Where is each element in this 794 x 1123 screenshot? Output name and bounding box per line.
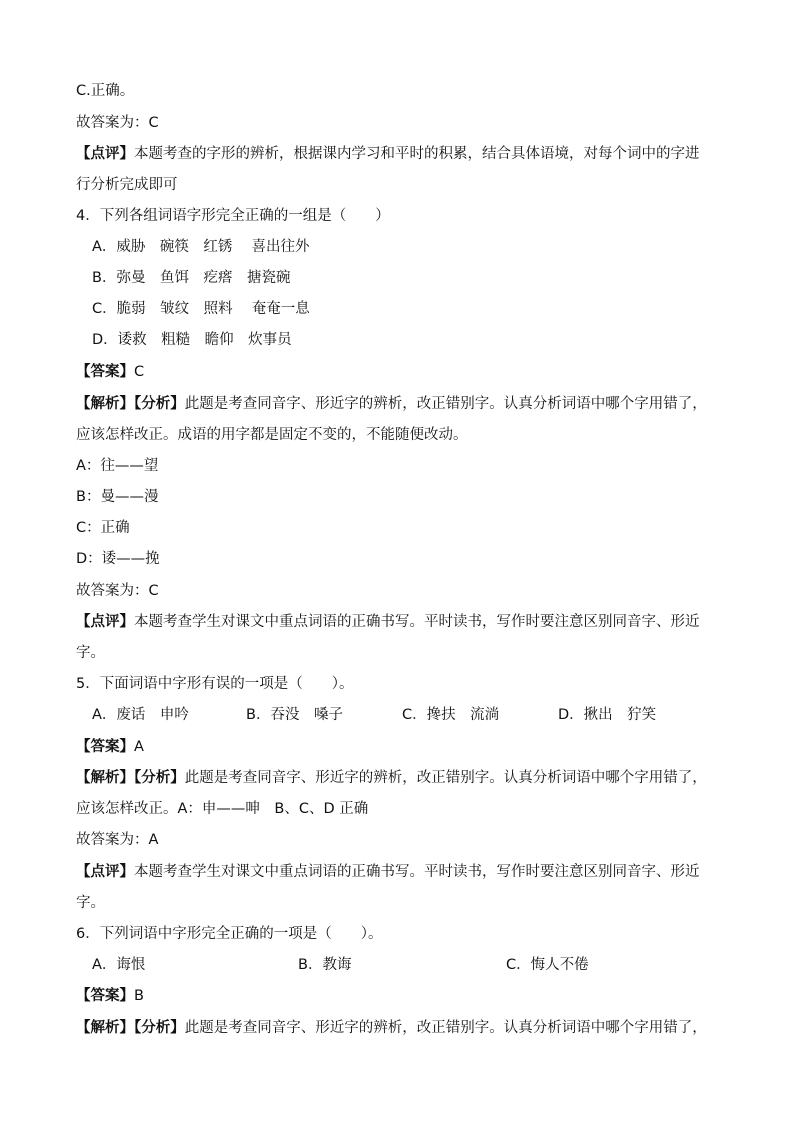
q5-analysis xyxy=(76,768,707,788)
analysis-label: 【解析】【分析】 xyxy=(76,1020,185,1036)
q5-option-b: B．吞没 嗓子 xyxy=(246,707,343,723)
q4-correction-c: C：正确 xyxy=(76,520,130,536)
analysis-text: 此题是考查同音字、形近字的辨析，改正错别字。认真分析词语中哪个字用错了， xyxy=(184,1020,707,1036)
q4-correction-d: D：诿——挽 xyxy=(76,551,160,567)
answer-label: 【答案】 xyxy=(76,739,134,755)
q4-correction-b: B：曼——漫 xyxy=(76,489,159,505)
q5-option-d: D．揪出 狞笑 xyxy=(558,707,657,723)
comment-label: 【点评】 xyxy=(76,146,134,162)
q5-answer xyxy=(76,737,144,757)
q4-final: 故答案为：C xyxy=(76,583,159,599)
q4-comment xyxy=(76,612,700,632)
q6-option-a: A．诲恨 xyxy=(92,957,146,973)
q4-stem: 4．下列各组词语字形完全正确的一组是（ ） xyxy=(76,208,390,224)
q5-option-c: C．搀扶 流淌 xyxy=(402,707,500,723)
prev-comment-cont: 行分析完成即可 xyxy=(76,177,178,193)
q4-correction-a: A：往——望 xyxy=(76,458,159,474)
q4-comment-cont: 字。 xyxy=(76,645,105,661)
q5-analysis-cont: 应该怎样改正。A：申——呻 B、C、D 正确 xyxy=(76,801,369,817)
q5-option-a: A．废话 申吟 xyxy=(92,707,189,723)
q6-answer xyxy=(76,986,144,1006)
answer-label: 【答案】 xyxy=(76,988,134,1004)
prev-answer-line: 故答案为：C xyxy=(76,115,159,131)
analysis-label: 【解析】【分析】 xyxy=(76,770,185,786)
comment-text: 本题考查的字形的辨析，根据课内学习和平时的积累，结合具体语境，对每个词中的字进 xyxy=(134,146,700,162)
analysis-label: 【解析】【分析】 xyxy=(76,396,185,412)
q6-stem: 6．下列词语中字形完全正确的一项是（ ）。 xyxy=(76,926,383,942)
q4-analysis xyxy=(76,394,707,414)
q4-option-d: D．诿救 粗糙 瞻仰 炊事员 xyxy=(92,332,292,348)
q6-analysis xyxy=(76,1018,707,1038)
analysis-text: 此题是考查同音字、形近字的辨析，改正错别字。认真分析词语中哪个字用错了， xyxy=(184,396,707,412)
comment-label: 【点评】 xyxy=(76,614,134,630)
q4-option-c: C．脆弱 皱纹 照料 奄奄一息 xyxy=(92,301,310,317)
answer-value: C xyxy=(134,364,145,380)
comment-text: 本题考查学生对课文中重点词语的正确书写。平时读书，写作时要注意区别同音字、形近 xyxy=(134,864,700,880)
q5-final: 故答案为：A xyxy=(76,832,159,848)
answer-value: B xyxy=(134,988,144,1004)
prev-comment xyxy=(76,144,700,164)
q5-comment-cont: 字。 xyxy=(76,895,105,911)
q6-option-c: C．悔人不倦 xyxy=(506,957,589,973)
comment-label: 【点评】 xyxy=(76,864,134,880)
q5-comment xyxy=(76,862,700,882)
q5-stem: 5．下面词语中字形有误的一项是（ ）。 xyxy=(76,676,354,692)
answer-value: A xyxy=(134,739,144,755)
answer-label: 【答案】 xyxy=(76,364,134,380)
q4-answer xyxy=(76,362,144,382)
q6-option-b: B．教诲 xyxy=(298,957,352,973)
q4-analysis-cont: 应该怎样改正。成语的用字都是固定不变的，不能随便改动。 xyxy=(76,427,468,443)
q4-option-b: B．弥曼 鱼饵 疙瘩 搪瓷碗 xyxy=(92,270,291,286)
analysis-text: 此题是考查同音字、形近字的辨析，改正错别字。认真分析词语中哪个字用错了， xyxy=(184,770,707,786)
comment-text: 本题考查学生对课文中重点词语的正确书写。平时读书，写作时要注意区别同音字、形近 xyxy=(134,614,700,630)
prev-c-line: C.正确。 xyxy=(76,83,135,99)
q4-option-a: A．威胁 碗筷 红锈 喜出往外 xyxy=(92,239,310,255)
